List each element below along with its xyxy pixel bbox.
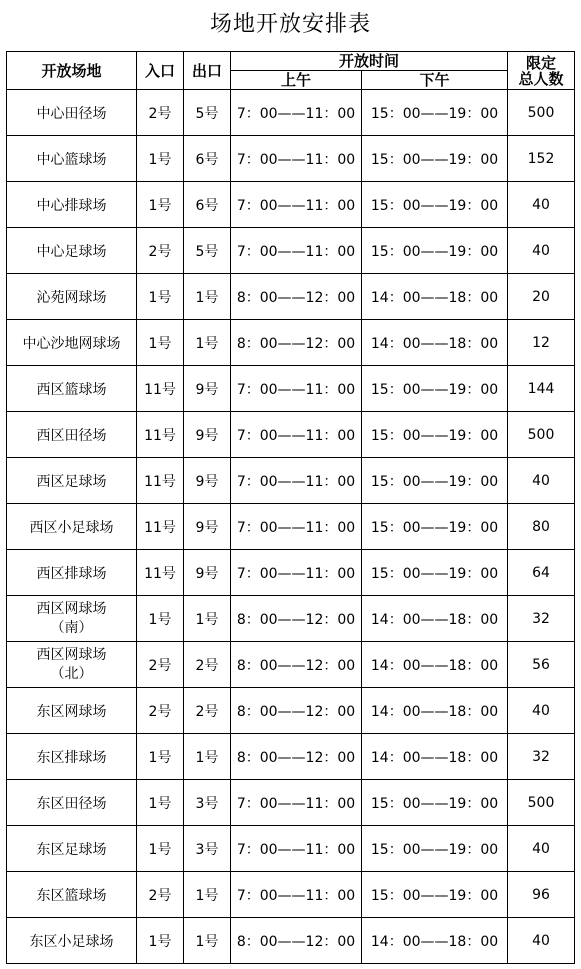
morning-time-cell: 8：00——12：00 <box>231 596 362 642</box>
afternoon-time-cell: 14：00——18：00 <box>362 274 508 320</box>
entrance-cell: 2号 <box>137 688 184 734</box>
venue-cell: 东区田径场 <box>7 780 137 826</box>
afternoon-time-cell: 15：00——19：00 <box>362 228 508 274</box>
afternoon-time-cell: 15：00——19：00 <box>362 458 508 504</box>
table-row <box>7 412 575 458</box>
venue-cell: 东区排球场 <box>7 734 137 780</box>
header-limit <box>508 52 575 90</box>
entrance-cell: 1号 <box>137 918 184 964</box>
exit-cell: 2号 <box>184 642 231 688</box>
venue-cell: 中心篮球场 <box>7 136 137 182</box>
afternoon-time-cell: 14：00——18：00 <box>362 918 508 964</box>
venue-cell: 东区足球场 <box>7 826 137 872</box>
afternoon-time-cell: 15：00——19：00 <box>362 136 508 182</box>
morning-time-cell: 8：00——12：00 <box>231 918 362 964</box>
morning-time-cell: 7：00——11：00 <box>231 412 362 458</box>
entrance-cell: 1号 <box>137 596 184 642</box>
afternoon-time-cell: 15：00——19：00 <box>362 550 508 596</box>
venue-cell: 西区排球场 <box>7 550 137 596</box>
table-body <box>7 90 575 964</box>
limit-cell: 500 <box>508 780 575 826</box>
morning-time-cell: 7：00——11：00 <box>231 90 362 136</box>
venue-cell: 中心田径场 <box>7 90 137 136</box>
limit-cell: 152 <box>508 136 575 182</box>
exit-cell: 2号 <box>184 688 231 734</box>
venue-name-block <box>37 600 107 638</box>
morning-time-cell: 8：00——12：00 <box>231 320 362 366</box>
table-row <box>7 228 575 274</box>
limit-cell: 96 <box>508 872 575 918</box>
table-row <box>7 780 575 826</box>
entrance-cell: 11号 <box>137 550 184 596</box>
afternoon-time-cell: 14：00——18：00 <box>362 642 508 688</box>
header-afternoon: 下午 <box>362 71 508 90</box>
venue-cell: 中心足球场 <box>7 228 137 274</box>
table-row <box>7 918 575 964</box>
morning-time-cell: 7：00——11：00 <box>231 550 362 596</box>
header-morning: 上午 <box>231 71 362 90</box>
venue-cell: 西区篮球场 <box>7 366 137 412</box>
afternoon-time-cell: 14：00——18：00 <box>362 688 508 734</box>
table-row <box>7 596 575 642</box>
morning-time-cell: 8：00——12：00 <box>231 688 362 734</box>
limit-cell: 80 <box>508 504 575 550</box>
morning-time-cell: 7：00——11：00 <box>231 228 362 274</box>
entrance-cell: 11号 <box>137 412 184 458</box>
limit-cell: 144 <box>508 366 575 412</box>
table-row <box>7 550 575 596</box>
venue-cell: 东区网球场 <box>7 688 137 734</box>
exit-cell: 3号 <box>184 780 231 826</box>
morning-time-cell: 7：00——11：00 <box>231 182 362 228</box>
limit-cell: 40 <box>508 458 575 504</box>
venue-cell <box>7 642 137 688</box>
table-row <box>7 688 575 734</box>
exit-cell: 1号 <box>184 872 231 918</box>
header-exit: 出口 <box>184 52 231 90</box>
header-open-time: 开放时间 <box>231 52 508 71</box>
exit-cell: 9号 <box>184 366 231 412</box>
venue-name: 西区网球场 <box>36 646 107 663</box>
afternoon-time-cell: 15：00——19：00 <box>362 780 508 826</box>
venue-cell: 西区田径场 <box>7 412 137 458</box>
table-row <box>7 872 575 918</box>
table-row <box>7 366 575 412</box>
page-title: 场地开放安排表 <box>209 12 371 37</box>
entrance-cell: 1号 <box>137 826 184 872</box>
table-row <box>7 90 575 136</box>
limit-cell: 32 <box>508 596 575 642</box>
table-row <box>7 642 575 688</box>
table-row <box>7 320 575 366</box>
exit-cell: 1号 <box>184 918 231 964</box>
limit-cell: 40 <box>508 688 575 734</box>
exit-cell: 9号 <box>184 550 231 596</box>
venue-cell: 中心沙地网球场 <box>7 320 137 366</box>
header-entrance: 入口 <box>137 52 184 90</box>
venue-cell: 西区足球场 <box>7 458 137 504</box>
morning-time-cell: 8：00——12：00 <box>231 642 362 688</box>
venue-cell: 东区小足球场 <box>7 918 137 964</box>
table-row <box>7 504 575 550</box>
afternoon-time-cell: 15：00——19：00 <box>362 182 508 228</box>
limit-cell: 40 <box>508 182 575 228</box>
venue-name: 西区网球场 <box>36 600 107 617</box>
exit-cell: 9号 <box>184 412 231 458</box>
entrance-cell: 1号 <box>137 274 184 320</box>
morning-time-cell: 7：00——11：00 <box>231 780 362 826</box>
limit-cell: 56 <box>508 642 575 688</box>
afternoon-time-cell: 15：00——19：00 <box>362 872 508 918</box>
entrance-cell: 1号 <box>137 320 184 366</box>
entrance-cell: 2号 <box>137 872 184 918</box>
afternoon-time-cell: 14：00——18：00 <box>362 320 508 366</box>
morning-time-cell: 7：00——11：00 <box>231 826 362 872</box>
table-row <box>7 458 575 504</box>
afternoon-time-cell: 15：00——19：00 <box>362 412 508 458</box>
exit-cell: 6号 <box>184 182 231 228</box>
exit-cell: 1号 <box>184 734 231 780</box>
schedule-table <box>6 51 575 964</box>
venue-name-block <box>37 646 107 684</box>
entrance-cell: 2号 <box>137 90 184 136</box>
exit-cell: 5号 <box>184 90 231 136</box>
morning-time-cell: 8：00——12：00 <box>231 734 362 780</box>
header-row <box>7 52 575 71</box>
venue-cell <box>7 596 137 642</box>
afternoon-time-cell: 15：00——19：00 <box>362 504 508 550</box>
entrance-cell: 1号 <box>137 780 184 826</box>
morning-time-cell: 7：00——11：00 <box>231 872 362 918</box>
afternoon-time-cell: 15：00——19：00 <box>362 90 508 136</box>
table-row <box>7 734 575 780</box>
exit-cell: 1号 <box>184 596 231 642</box>
afternoon-time-cell: 15：00——19：00 <box>362 366 508 412</box>
exit-cell: 1号 <box>184 320 231 366</box>
limit-cell: 64 <box>508 550 575 596</box>
exit-cell: 9号 <box>184 504 231 550</box>
venue-cell: 东区篮球场 <box>7 872 137 918</box>
header-venue: 开放场地 <box>7 52 137 90</box>
afternoon-time-cell: 14：00——18：00 <box>362 734 508 780</box>
entrance-cell: 1号 <box>137 136 184 182</box>
entrance-cell: 2号 <box>137 642 184 688</box>
entrance-cell: 1号 <box>137 734 184 780</box>
limit-cell: 500 <box>508 90 575 136</box>
venue-note: （北） <box>50 665 93 682</box>
entrance-cell: 11号 <box>137 504 184 550</box>
entrance-cell: 11号 <box>137 458 184 504</box>
limit-cell: 40 <box>508 918 575 964</box>
morning-time-cell: 7：00——11：00 <box>231 458 362 504</box>
exit-cell: 5号 <box>184 228 231 274</box>
limit-cell: 32 <box>508 734 575 780</box>
exit-cell: 6号 <box>184 136 231 182</box>
morning-time-cell: 7：00——11：00 <box>231 136 362 182</box>
limit-cell: 40 <box>508 228 575 274</box>
exit-cell: 3号 <box>184 826 231 872</box>
limit-cell: 500 <box>508 412 575 458</box>
entrance-cell: 11号 <box>137 366 184 412</box>
afternoon-time-cell: 14：00——18：00 <box>362 596 508 642</box>
morning-time-cell: 7：00——11：00 <box>231 504 362 550</box>
venue-cell: 中心排球场 <box>7 182 137 228</box>
table-row <box>7 182 575 228</box>
table-row <box>7 826 575 872</box>
header-limit-line1: 限定 <box>526 53 557 72</box>
entrance-cell: 2号 <box>137 228 184 274</box>
limit-cell: 20 <box>508 274 575 320</box>
table-row <box>7 136 575 182</box>
venue-cell: 沁苑网球场 <box>7 274 137 320</box>
afternoon-time-cell: 15：00——19：00 <box>362 826 508 872</box>
morning-time-cell: 8：00——12：00 <box>231 274 362 320</box>
limit-cell: 40 <box>508 826 575 872</box>
exit-cell: 1号 <box>184 274 231 320</box>
venue-note: （南） <box>50 619 93 636</box>
table-row <box>7 274 575 320</box>
limit-cell: 12 <box>508 320 575 366</box>
morning-time-cell: 7：00——11：00 <box>231 366 362 412</box>
exit-cell: 9号 <box>184 458 231 504</box>
header-limit-line2: 总人数 <box>518 69 564 88</box>
entrance-cell: 1号 <box>137 182 184 228</box>
venue-cell: 西区小足球场 <box>7 504 137 550</box>
